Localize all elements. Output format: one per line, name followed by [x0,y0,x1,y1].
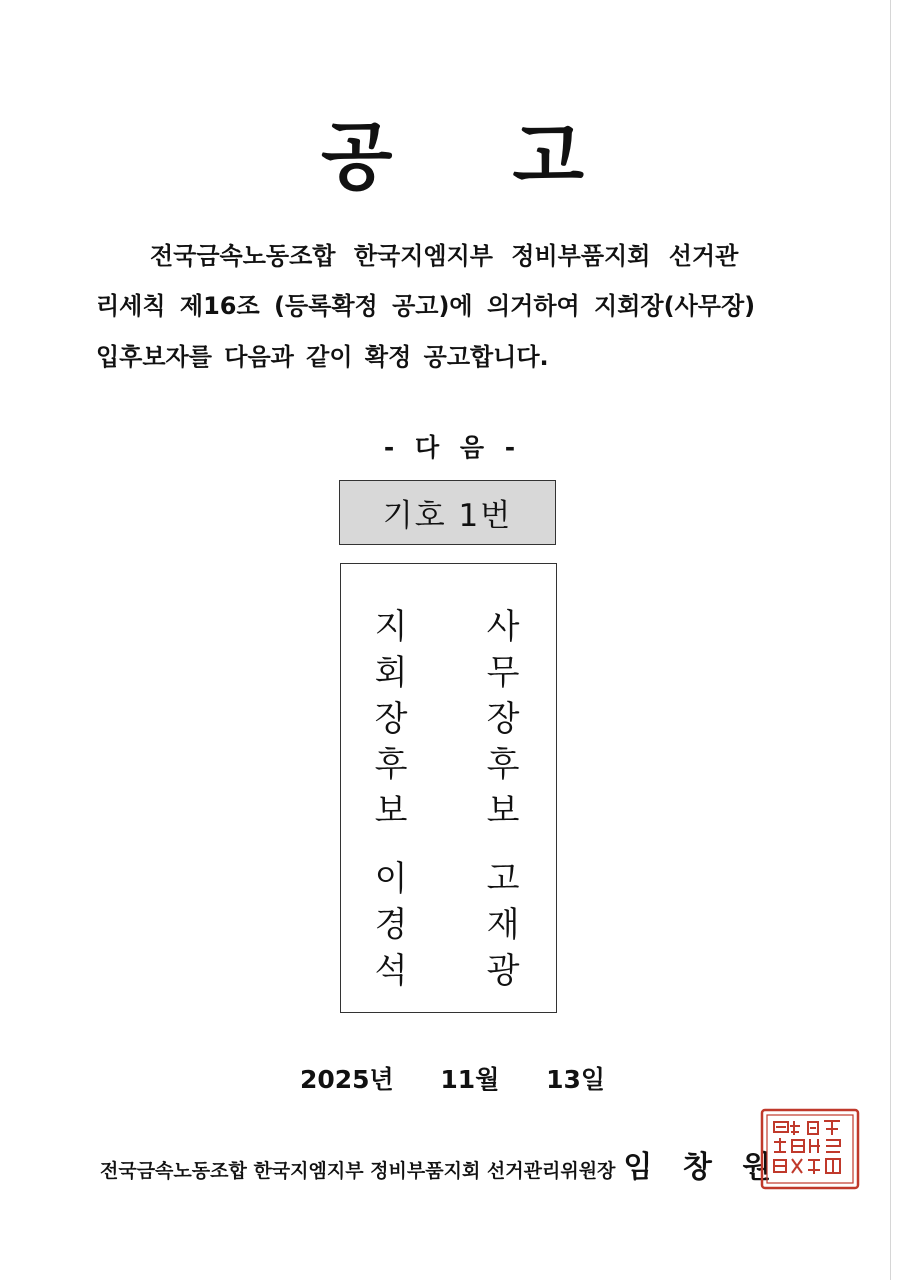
right-role-char: 사 [486,607,520,647]
date-year: 2025년 [299,1065,394,1094]
date-day: 13일 [546,1065,606,1094]
candidate-box [340,563,557,1013]
chair-name: 임 창 원 [623,1150,782,1185]
left-role-char: 장 [374,699,408,739]
right-name-char: 광 [486,951,520,991]
right-role-column [481,604,525,834]
candidate-number-label: 기호 1번 [382,498,513,534]
section-heading: - 다 음 - [383,433,522,462]
document-title [0,98,905,204]
body-line-1: 전국금속노동조합 한국지엠지부 정비부품지회 선거관 [150,242,739,270]
date-month: 11월 [440,1065,500,1094]
issuer-org: 전국금속노동조합 한국지엠지부 정비부품지회 선거관리위원장 [100,1160,616,1182]
title-char-1: 공 [321,114,393,200]
left-name-char: 경 [374,905,408,945]
left-candidate-name [369,856,413,994]
title-char-2: 고 [512,114,584,200]
right-role-char: 장 [486,699,520,739]
announcement-date [0,1060,905,1096]
left-role-char: 보 [374,791,408,831]
right-role-char: 보 [486,791,520,831]
left-name-char: 석 [374,951,408,991]
official-seal-icon [760,1108,860,1190]
left-role-column [369,604,413,834]
right-name-char: 재 [486,905,520,945]
left-role-char: 후 [374,745,408,785]
body-line-3: 입후보자를 다음과 같이 확정 공고합니다. [96,343,549,371]
right-name-char: 고 [486,859,520,899]
issuer-line [100,1142,781,1186]
candidate-number-box [339,480,556,545]
right-candidate-name [481,856,525,994]
left-name-char: 이 [374,859,408,899]
left-role-char: 회 [374,653,408,693]
right-role-char: 후 [486,745,520,785]
body-line-2: 리세칙 제16조 (등록확정 공고)에 의거하여 지회장(사무장) [96,292,756,320]
right-role-char: 무 [486,653,520,693]
left-role-char: 지 [374,607,408,647]
